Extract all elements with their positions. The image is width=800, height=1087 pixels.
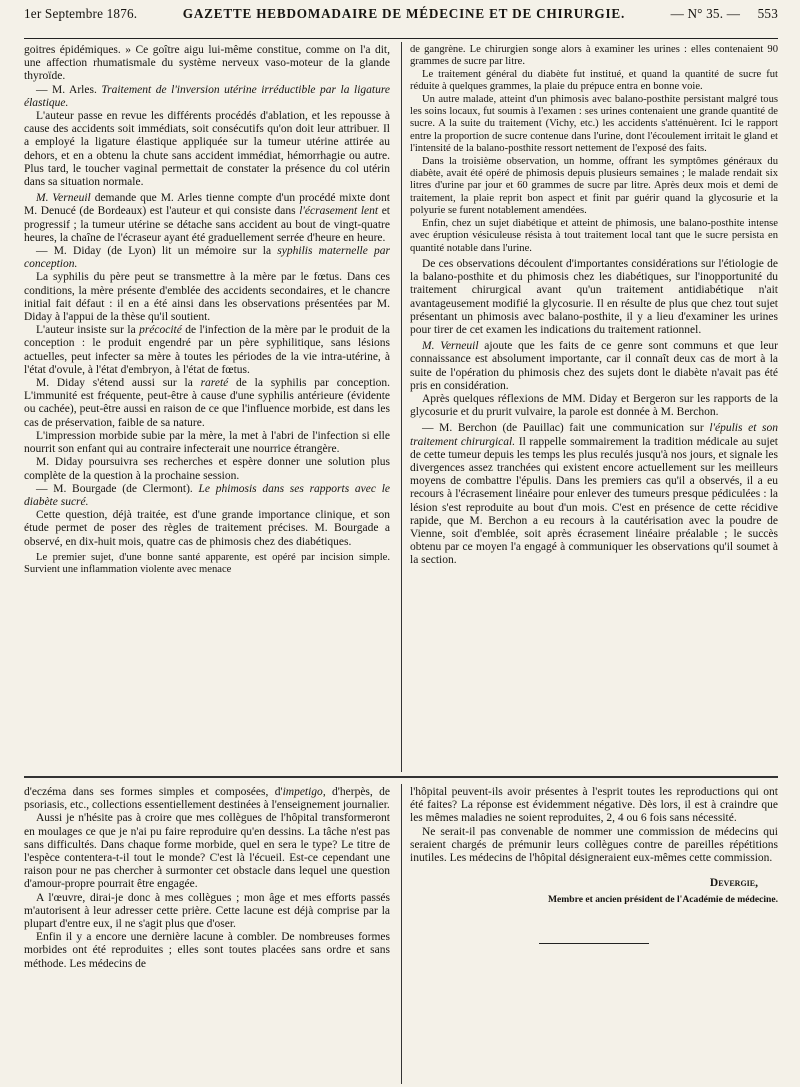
- paragraph-diday-heading: — M. Diday (de Lyon) lit un mémoire sur la syphilis maternelle par conception.: [24, 245, 390, 271]
- page-number: 553: [757, 6, 778, 21]
- author-name: — M. Berchon: [422, 422, 497, 435]
- journal-title: GAZETTE HEBDOMADAIRE DE MÉDECINE ET DE CHIRURGIE.: [182, 6, 626, 21]
- paragraph: Cette question, déjà traitée, est d'une grande importance clinique, et son étude permet de poser des règles de traitement précises. M. Bourgade a observé, en dix-huit mois, quatre cas de phimosis chez des diabétiques.: [24, 509, 390, 548]
- paragraph: Ne serait-il pas convenable de nommer une commission de médecins qui seraient chargés de prémunir leurs collègues contre de pareilles répétitions inutiles. Les médecins de l'hôpital désigneraient eux-mêmes cette commission.: [410, 825, 778, 865]
- author-name: — M. Diday: [36, 245, 102, 258]
- author-name: — M. Bourgade: [36, 482, 117, 495]
- paragraph-arles-heading: [24, 84, 390, 110]
- issue-number: — N° 35. —: [670, 6, 741, 21]
- header-date: 1er Septembre 1876.: [24, 6, 138, 21]
- paragraph: Un autre malade, atteint d'un phimosis avec balano-posthite persistant malgré tous les soins locaux, fut soumis à l'examen : ses urines contenaient une grande quantité de sucre. A la suite du traitement (Vichy, etc.) les accidents s'atténuèrent. Ici le rapport entre la proportion de sucre contenue dans l'urine, dont l'écoulement irritait le gland et l'intensité de la balano-posthite ressort nettement de l'exposé des faits.: [410, 93, 778, 155]
- header-rule: [24, 38, 778, 39]
- communication-title: syphilis maternelle par conception.: [24, 245, 390, 271]
- journal-page: [24, 0, 778, 1087]
- communication-title: Traitement de l'inversion utérine irréductible par la ligature élastique.: [24, 83, 390, 109]
- paragraph: Aussi je n'hésite pas à croire que mes collègues de l'hôpital transformeront en moulages ce que je n'ai pu faire reproduire qu'en dessins. La tâche n'est pas sans difficultés. Dans chaque forme morbide, quel en sera le type? Le titre de l'espèce contentera-t-il tout le monde? C'est là l'écueil. Est-ce cependant une raison pour ne pas chercher à surmonter cet obstacle dans lequel une question d'amour-propre pourrait être engagée.: [24, 812, 390, 891]
- paragraph: l'hôpital peuvent-ils avoir présentes à l'esprit toutes les reproductions qui ont été faites? La réponse est évidemment négative. Dès lors, il est à craindre que les mêmes maladies ne soient reproduites, 2, 4 ou 6 fois sans nécessité.: [410, 786, 778, 825]
- paragraph: Dans la troisième observation, un homme, offrant les symptômes généraux du diabète, avait été opéré de phimosis depuis plusieurs semaines ; le malade rendait six litres d'urine par jour et 60 grammes de sucre par litre. Après deux mois et demi de traitement, la plaie reprit bon aspect et finit par guérir quand la glycosurie et la polyurie se furent notablement amendées.: [410, 155, 778, 217]
- paragraph-bourgade-heading: — M. Bourgade (de Clermont). Le phimosis dans ses rapports avec le diabète sucré.: [24, 482, 390, 508]
- column-divider: [401, 42, 402, 772]
- paragraph: M. Diday poursuivra ses recherches et espère donner une solution plus complète de la question à la prochaine session.: [24, 456, 390, 482]
- author-name: M. Verneuil: [422, 340, 479, 353]
- paragraph: Le traitement général du diabète fut institué, et quand la quantité de sucre fut réduite à quelques grammes, la plaie du prépuce entra en bonne voie.: [410, 68, 778, 93]
- paragraph: A l'œuvre, dirai-je donc à mes collègues ; mon âge et mes efforts passés m'autorisent à leur adresser cette prière. Cette lacune est déjà comprise par la plupart d'entre eux, il ne s'agit plus que d'oser.: [24, 891, 390, 931]
- paragraph-berchon-heading: — M. Berchon (de Pauillac) fait une communication sur l'épulis et son traitement chirurgical. Il rappelle sommairement la tradition médicale au sujet de cette tumeur depuis les temps les plus reculés jusqu'à nos jours, et signale les divergences assez tranchées qui existent encore actuellement sur les meilleurs moyens de combattre l'épulis. Dans les premiers cas qu'il a observés, il a eu recours à l'écrasement linéaire pour enlever des tumeurs presque pédiculées : la lésion s'est reproduite au bout d'un mois. C'est en présence de cette récidive rapide, que M. Berchon a eu recours à la cautérisation avec la poudre de Vienne, soit d'emblée, soit après écrasement linéaire préalable ; le succès obtenu par ce moyen l'a engagé à communiquer les observations qu'il soumet à la section.: [410, 422, 778, 567]
- paragraph: de gangrène. Le chirurgien songe alors à examiner les urines : elles contenaient 90 grammes de sucre par litre.: [410, 44, 778, 68]
- lower-left-column: [24, 786, 390, 1082]
- paragraph: De ces observations découlent d'importantes considérations sur l'étiologie de la balano-posthite et du phimosis chez les diabétiques, sur l'inopportunité du traitement chirurgical avant qu'un traitement antidiabétique n'ait avantageusement modifié la glycosurie. Il en résulte de plus que chez tout sujet présentant un phimosis avec balano-posthite, il y a lieu d'examiner les urines pour tirer de cet examen les indications du traitement rationnel.: [410, 257, 778, 336]
- paragraph: Enfin il y a encore une dernière lacune à combler. De nombreuses formes morbides ont été reproduites ; elles sont toutes placées sans ordre et sans méthode. Les médecins de: [24, 931, 390, 970]
- column-divider: [401, 784, 402, 1084]
- communication-title: Le phimosis dans ses rapports avec le diabète sucré.: [24, 482, 390, 508]
- paragraph: d'eczéma dans ses formes simples et composées, d'impetigo, d'herpès, de psoriasis, etc., collections essentiellement destinées à l'enseignement journalier.: [24, 786, 390, 812]
- author-name: — M. Arles.: [36, 83, 97, 96]
- paragraph: goitres épidémiques. » Ce goître aigu lui-même constitue, comme on l'a dit, une affection rhumatismale du système nerveux vaso-moteur de la glande thyroïde.: [24, 44, 390, 83]
- running-header: [24, 6, 778, 32]
- paragraph: La syphilis du père peut se transmettre à la mère par le fœtus. Dans ces conditions, la mère présente d'emblée des accidents secondaires, et le chancre initial fait défaut : il en a été ainsi dans les observations présentées par M. Diday à l'appui de la thèse qu'il soutient.: [24, 271, 390, 324]
- author-name: M. Verneuil: [36, 192, 91, 205]
- end-rule: [539, 943, 649, 944]
- section-divider: [24, 776, 778, 780]
- lower-right-column: [410, 786, 778, 1082]
- communication-title: l'épulis et son traitement chirurgical.: [410, 422, 778, 448]
- upper-left-column: [24, 44, 390, 770]
- paragraph-verneuil-remark: M. Verneuil ajoute que les faits de ce genre sont communs et que leur connaissance est absolument importante, car il connaît deux cas de mort à la suite de l'opération du phimosis chez des sujets dont le diabète n'avait pas été pris en considération.: [410, 340, 778, 392]
- paragraph: Enfin, chez un sujet diabétique et atteint de phimosis, une balano-posthite intense avec éruption vésiculeuse résista à tout traitement local tant que le sucre persista en quantité notable dans l'urine.: [410, 217, 778, 254]
- paragraph: L'auteur insiste sur la précocité de l'infection de la mère par le produit de la conception : le produit engendré par un père syphilitique, sans lésions actuelles, peut infecter sa mère à toutes les périodes de la vie intra-utérine, à l'état d'ovule, à l'état d'embryon, à l'état de fœtus.: [24, 324, 390, 376]
- paragraph: M. Diday s'étend aussi sur la rareté de la syphilis par conception. L'immunité est fréquente, peut-être à cause d'une syphilis antérieure (évidente ou cachée), peut-être aussi en raison de ce que l'influence morbide, est dans les cas de préservation, faible de sa nature.: [24, 377, 390, 429]
- author-affiliation: Membre et ancien président de l'Académie de médecine.: [547, 894, 778, 906]
- paragraph: Le premier sujet, d'une bonne santé apparente, est opéré par incision simple. Survient une inflammation violente avec menace: [24, 551, 390, 576]
- paragraph: L'impression morbide subie par la mère, la met à l'abri de l'infection si elle nourrit son enfant qui au contraire infecterait une nourrice étrangère.: [24, 429, 390, 456]
- author-signature: Devergie,: [709, 877, 758, 890]
- paragraph-verneuil: M. Verneuil demande que M. Arles tienne compte d'un procédé mixte dont M. Denucé (de Bordeaux) est l'auteur et qui consiste dans l'écrasement lent et progressif ; la tumeur utérine se détache sans accident au bout de vingt-quatre heures, la chaîne de l'écraseur ayant été graduellement serrée d'heure en heure.: [24, 192, 390, 244]
- paragraph: Après quelques réflexions de MM. Diday et Bergeron sur les rapports de la glycosurie et du prurit vulvaire, la parole est donnée à M. Berchon.: [410, 392, 778, 419]
- header-issue-page: [671, 6, 778, 22]
- upper-right-column: [410, 44, 778, 770]
- paragraph: L'auteur passe en revue les différents procédés d'ablation, et les repousse à cause des accidents soit immédiats, soit consécutifs qu'on doit leur attribuer. Il a employé la ligature élastique appliquée sur la tumeur utérine attirée au dehors, et en a obtenu la chute sans accident immédiat, hémorrhagie ou autre. Plus tard, le toucher vaginal permettait de constater la présence du col utérin dans sa situation normale.: [24, 110, 390, 189]
